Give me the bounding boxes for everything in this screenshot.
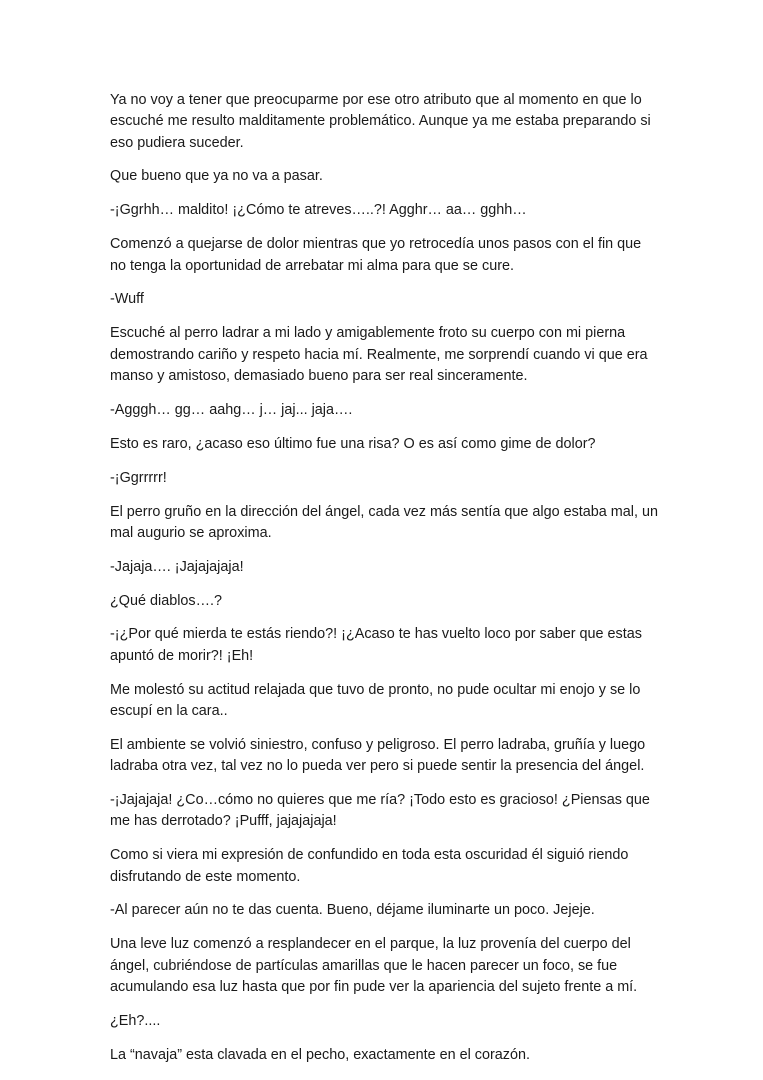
paragraph: -¡¿Por qué mierda te estás riendo?! ¡¿Acaso te has vuelto loco por saber que estas apuntó de morir?! ¡Eh! bbox=[110, 626, 642, 664]
paragraph: ¿Qué diablos….? bbox=[110, 592, 222, 609]
paragraph: -Al parecer aún no te das cuenta. Bueno, déjame iluminarte un poco. Jejeje. bbox=[110, 902, 595, 919]
paragraph: Ya no voy a tener que preocuparme por ese otro atributo que al momento en que lo escuché me resulto malditamente problemático. Aunque ya me estaba preparando si eso pudiera suceder. bbox=[110, 92, 651, 151]
paragraph: -¡Ggrhh… maldito! ¡¿Cómo te atreves…..?! Agghr… aa… gghh… bbox=[110, 202, 527, 219]
paragraph: Me molestó su actitud relajada que tuvo de pronto, no pude ocultar mi enojo y se lo escupí en la cara.. bbox=[110, 681, 641, 719]
paragraph: Esto es raro, ¿acaso eso último fue una risa? O es así como gime de dolor? bbox=[110, 435, 596, 452]
paragraph: -¡Ggrrrrr! bbox=[110, 469, 167, 486]
paragraph: La “navaja” esta clavada en el pecho, exactamente en el corazón. bbox=[110, 1046, 530, 1063]
paragraph: -Wuff bbox=[110, 291, 144, 308]
paragraph: Como si viera mi expresión de confundido en toda esta oscuridad él siguió riendo disfrutando de este momento. bbox=[110, 847, 629, 885]
paragraph: El ambiente se volvió siniestro, confuso y peligroso. El perro ladraba, gruñía y luego ladraba otra vez, tal vez no lo pueda ver pero si puede sentir la presencia del ángel. bbox=[110, 736, 646, 775]
paragraph: -Jajaja…. ¡Jajajajaja! bbox=[110, 558, 244, 575]
paragraph: ¿Eh?.... bbox=[110, 1012, 161, 1029]
document-body bbox=[110, 90, 658, 1079]
paragraph: Comenzó a quejarse de dolor mientras que yo retrocedía unos pasos con el fin que no tenga la oportunidad de arrebatar mi alma para que se cure. bbox=[110, 236, 642, 274]
paragraph: Que bueno que ya no va a pasar. bbox=[110, 168, 323, 185]
paragraph: El perro gruño en la dirección del ángel, cada vez más sentía que algo estaba mal, un mal augurio se aproxima. bbox=[110, 503, 658, 541]
paragraph: -¡Jajajaja! ¿Co…cómo no quieres que me ría? ¡Todo esto es gracioso! ¿Piensas que me has derrotado? ¡Pufff, jajajajaja! bbox=[110, 792, 650, 830]
paragraph: Una leve luz comenzó a resplandecer en el parque, la luz provenía del cuerpo del ángel, cubriéndose de partículas amarillas que le hacen parecer un foco, se fue acumulando esa luz hasta que por fin pude ver la apariencia del sujeto frente a mí. bbox=[110, 936, 638, 995]
paragraph: -Agggh… gg… aahg… j… jaj... jaja…. bbox=[110, 401, 353, 418]
paragraph: Escuché al perro ladrar a mi lado y amigablemente froto su cuerpo con mi pierna demostrando cariño y respeto hacia mí. Realmente, me sorprendí cuando vi que era manso y amistoso, demasiado bueno para ser real sinceramente. bbox=[110, 325, 648, 384]
